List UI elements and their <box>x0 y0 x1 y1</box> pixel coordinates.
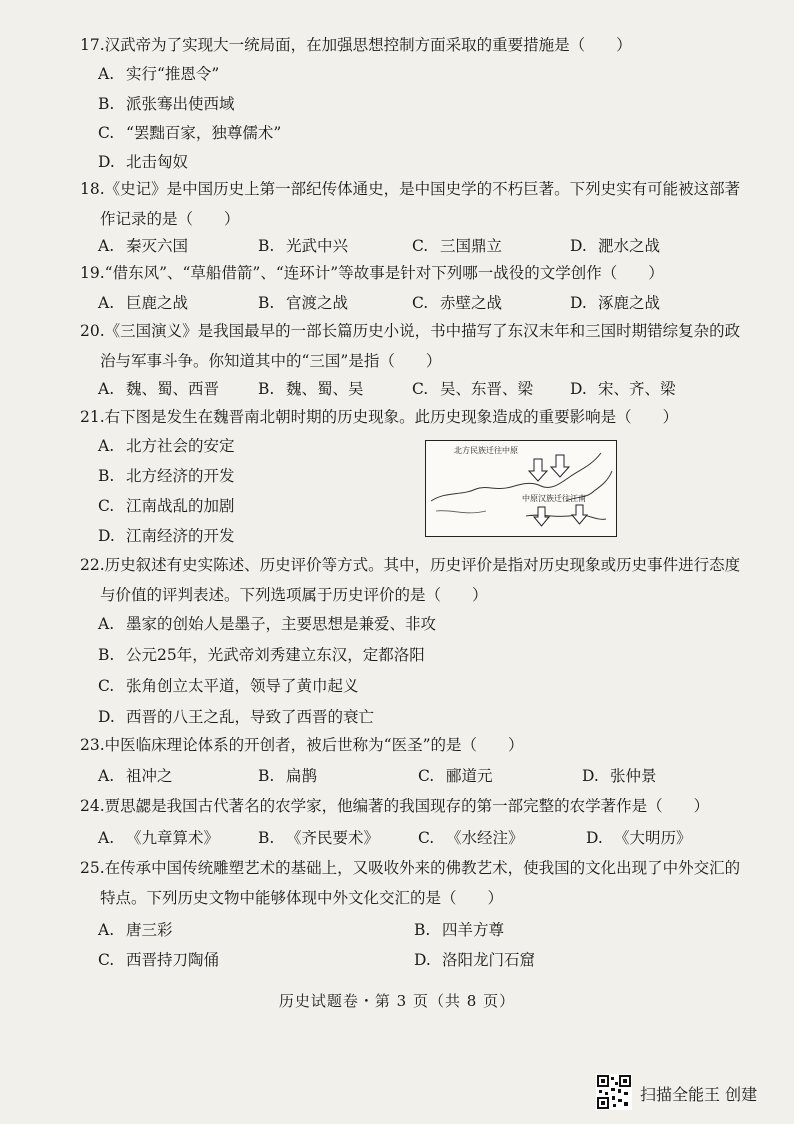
q20-option-a: A. 魏、蜀、西晋 <box>98 380 220 398</box>
q20-option-c: C. 吴、东晋、梁 <box>412 380 534 398</box>
qr-code-icon <box>596 1074 632 1110</box>
question-25-stem-line1: 25.在传承中国传统雕塑艺术的基础上，又吸收外来的佛教艺术，使我国的文化出现了中外交汇的 <box>80 859 741 877</box>
question-21 <box>80 402 770 432</box>
question-19 <box>80 258 770 288</box>
map-label-north: 北方民族迁往中原 <box>454 446 518 455</box>
q23-option-d: D. 张仲景 <box>582 767 657 785</box>
q23-option-a: A. 祖冲之 <box>98 767 173 785</box>
q23-option-b: B. 扁鹊 <box>258 767 318 785</box>
migration-arrow-4 <box>572 505 587 524</box>
question-24 <box>80 791 770 821</box>
question-23-stem: 23.中医临床理论体系的开创者，被后世称为“医圣”的是（ ） <box>80 736 524 754</box>
question-22-stem-line2: 与价值的评判表述。下列选项属于历史评价的是（ ） <box>100 586 488 604</box>
q22-option-b: B. 公元25年，光武帝刘秀建立东汉，定都洛阳 <box>98 646 425 664</box>
q18-option-c: C. 三国鼎立 <box>412 237 503 255</box>
question-20-stem-line2: 治与军事斗争。你知道其中的“三国”是指（ ） <box>100 352 442 370</box>
q19-option-c: C. 赤壁之战 <box>412 294 503 312</box>
migration-map <box>425 440 617 537</box>
q25-option-d: D. 洛阳龙门石窟 <box>414 951 536 969</box>
map-label-south: 中原汉族迁往江南 <box>522 494 586 503</box>
q19-option-b: B. 官渡之战 <box>258 294 349 312</box>
question-23 <box>80 730 770 760</box>
question-18-stem-line2: 作记录的是（ ） <box>100 210 240 228</box>
migration-arrow-2 <box>551 455 569 477</box>
q25-option-c: C. 西晋持刀陶俑 <box>98 951 220 969</box>
question-18 <box>80 174 770 234</box>
question-20 <box>80 316 770 376</box>
q25-option-a: A. 唐三彩 <box>98 921 173 939</box>
question-25-stem-line2: 特点。下列历史文物中能够体现中外文化交汇的是（ ） <box>100 889 504 907</box>
q23-option-c: C. 郦道元 <box>418 767 493 785</box>
q21-option-a: A. 北方社会的安定 <box>98 437 235 455</box>
q18-option-b: B. 光武中兴 <box>258 237 349 255</box>
migration-arrow-3 <box>534 507 549 526</box>
q24-option-d: D. 《大明历》 <box>586 829 692 847</box>
q22-option-d: D. 西晋的八王之乱，导致了西晋的衰亡 <box>98 708 375 726</box>
page-footer: 历史试题卷・第 3 页（共 8 页） <box>278 992 516 1010</box>
question-24-stem: 24.贾思勰是我国古代著名的农学家，他编著的我国现存的第一部完整的农学著作是（ ） <box>80 797 710 815</box>
question-17 <box>80 30 770 60</box>
q19-option-d: D. 涿鹿之战 <box>570 294 661 312</box>
q24-option-b: B. 《齐民要术》 <box>258 829 380 847</box>
q18-option-a: A. 秦灭六国 <box>98 237 189 255</box>
question-22-stem-line1: 22.历史叙述有史实陈述、历史评价等方式。其中，历史评价是指对历史现象或历史事件进行态度 <box>80 556 741 574</box>
question-18-stem-line1: 18.《史记》是中国历史上第一部纪传体通史，是中国史学的不朽巨著。下列史实有可能被这部著 <box>80 180 741 198</box>
q17-option-d: D. 北击匈奴 <box>98 153 189 171</box>
migration-arrow-1 <box>529 459 547 481</box>
q20-option-d: D. 宋、齐、梁 <box>570 380 676 398</box>
q19-option-a: A. 巨鹿之战 <box>98 294 189 312</box>
scanner-watermark: 扫描全能王 创建 <box>640 1085 758 1104</box>
q24-option-c: C. 《水经注》 <box>418 829 524 847</box>
q22-option-c: C. 张角创立太平道，领导了黄巾起义 <box>98 677 359 695</box>
q17-option-a: A. 实行“推恩令” <box>98 65 220 83</box>
question-22 <box>80 550 770 610</box>
q17-option-c: C. “罢黜百家，独尊儒术” <box>98 124 282 142</box>
question-17-stem: 17.汉武帝为了实现大一统局面，在加强思想控制方面采取的重要措施是（ ） <box>80 36 632 54</box>
q21-option-d: D. 江南经济的开发 <box>98 527 235 545</box>
q20-option-b: B. 魏、蜀、吴 <box>258 380 364 398</box>
question-20-stem-line1: 20.《三国演义》是我国最早的一部长篇历史小说，书中描写了东汉末年和三国时期错综复杂的政 <box>80 322 741 340</box>
q21-option-b: B. 北方经济的开发 <box>98 467 235 485</box>
q24-option-a: A. 《九章算术》 <box>98 829 220 847</box>
q25-option-b: B. 四羊方尊 <box>414 921 505 939</box>
question-21-stem: 21.右下图是发生在魏晋南北朝时期的历史现象。此历史现象造成的重要影响是（ ） <box>80 408 679 426</box>
question-25 <box>80 853 770 913</box>
q17-option-b: B. 派张骞出使西域 <box>98 95 235 113</box>
q21-option-c: C. 江南战乱的加剧 <box>98 497 235 515</box>
q18-option-d: D. 淝水之战 <box>570 237 661 255</box>
question-19-stem: 19.“借东风”、“草船借箭”、“连环计”等故事是针对下列哪一战役的文学创作（ ） <box>80 264 664 282</box>
q22-option-a: A. 墨家的创始人是墨子，主要思想是兼爱、非攻 <box>98 615 437 633</box>
